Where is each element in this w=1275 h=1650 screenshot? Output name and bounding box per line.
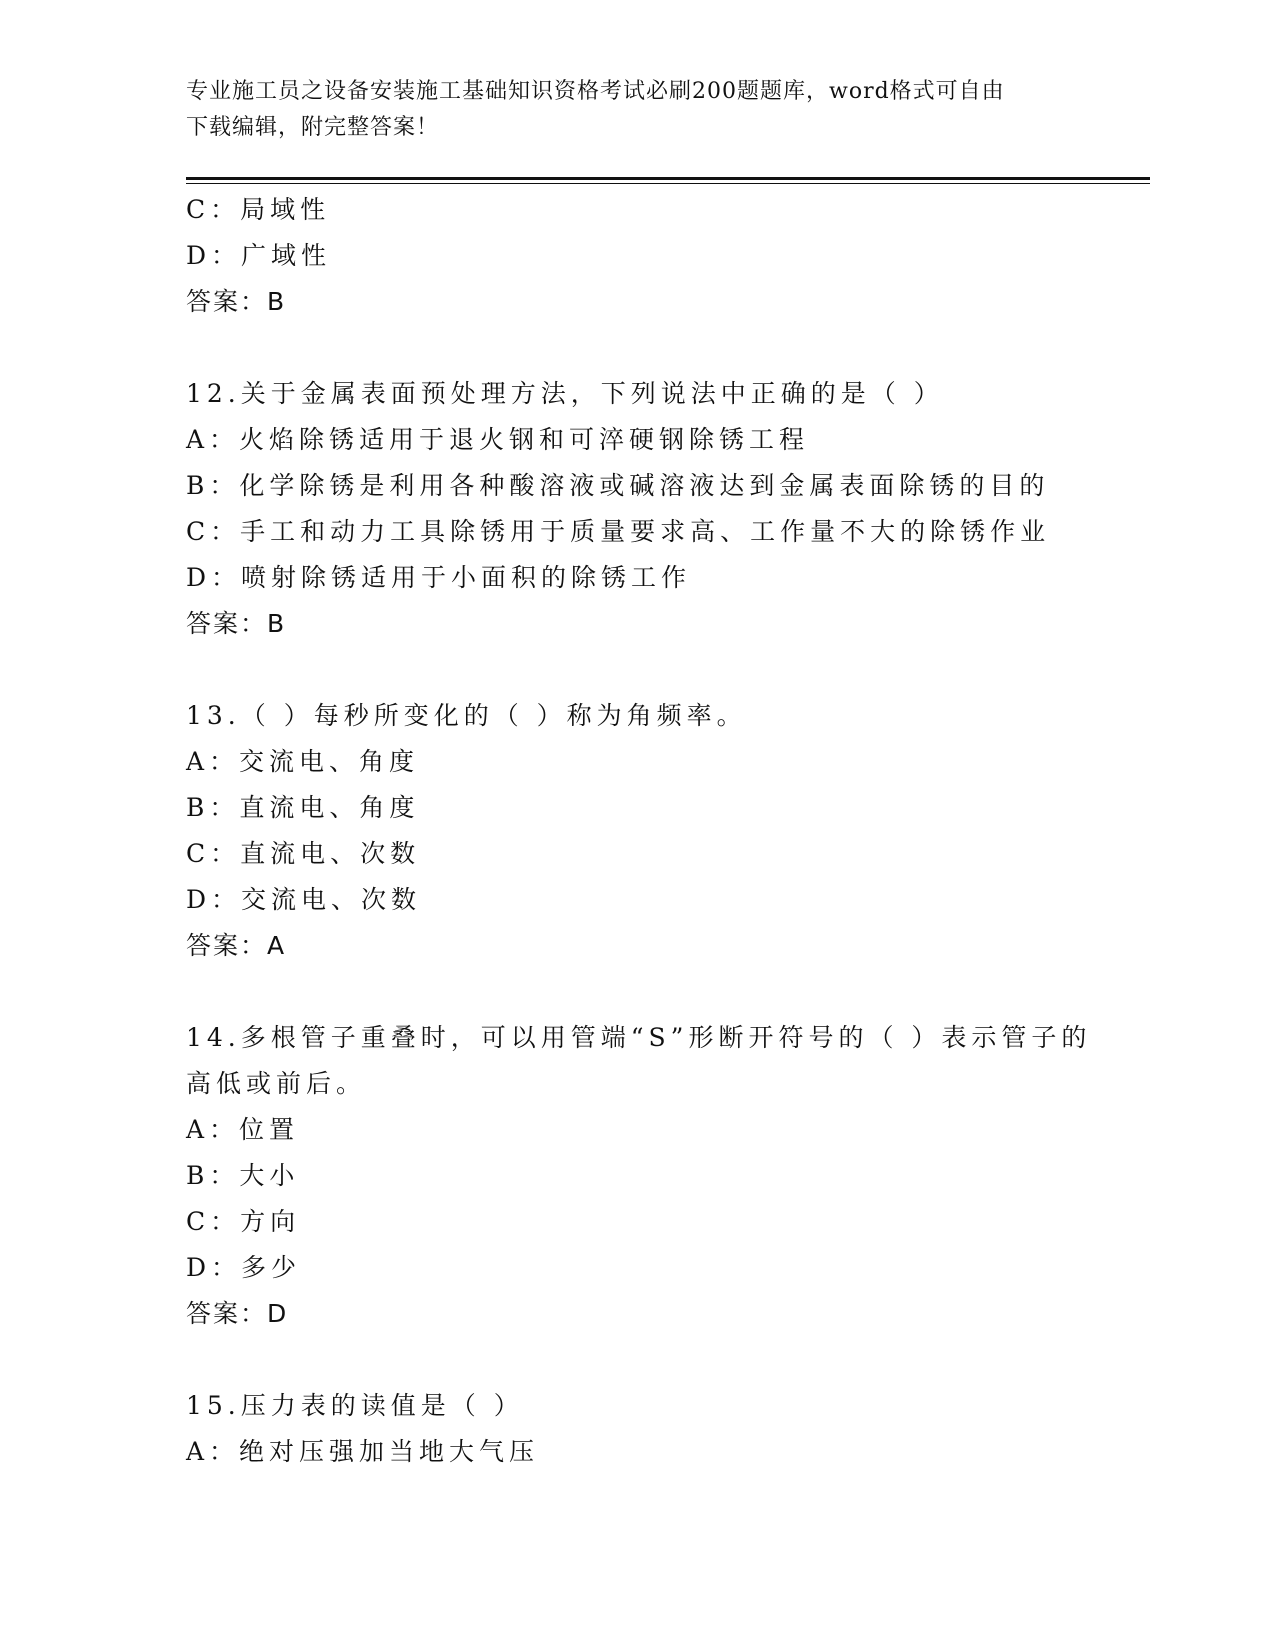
option-c: C：手工和动力工具除锈用于质量要求高、工作量不大的除锈作业 — [186, 517, 1051, 546]
option-d: D：多少 — [186, 1253, 302, 1282]
header-divider-thick — [186, 177, 1150, 180]
answer-line: 答案：B — [186, 287, 287, 316]
option-c: C：方向 — [186, 1207, 301, 1236]
header-title-line-1: 专业施工员之设备安装施工基础知识资格考试必刷200题题库，word格式可自由 — [186, 79, 1005, 104]
question-15 — [186, 1383, 1150, 1475]
answer-line: 答案：B — [186, 609, 287, 638]
option-a: A：位置 — [186, 1115, 300, 1144]
document-header — [186, 74, 1086, 146]
option-d: D：广域性 — [186, 241, 332, 270]
question-13 — [186, 693, 1150, 969]
option-b: B：直流电、角度 — [186, 793, 420, 822]
option-b: B：大小 — [186, 1161, 300, 1190]
spacer — [186, 647, 1150, 693]
option-b: B：化学除锈是利用各种酸溶液或碱溶液达到金属表面除锈的目的 — [186, 471, 1050, 500]
option-a: A：交流电、角度 — [186, 747, 420, 776]
question-12 — [186, 371, 1150, 647]
header-divider-thin — [186, 183, 1150, 184]
option-a: A：火焰除锈适用于退火钢和可淬硬钢除锈工程 — [186, 425, 810, 454]
spacer — [186, 1337, 1150, 1383]
question-stem-line-1: 14.多根管子重叠时，可以用管端“S”形断开符号的（ ）表示管子的 — [186, 1023, 1092, 1052]
question-11-continued — [186, 187, 1150, 325]
spacer — [186, 969, 1150, 1015]
question-14 — [186, 1015, 1150, 1337]
spacer — [186, 325, 1150, 371]
header-title-line-2: 下载编辑，附完整答案！ — [186, 115, 440, 140]
option-c: C：局域性 — [186, 195, 331, 224]
question-stem: 15.压力表的读值是（ ） — [186, 1391, 524, 1420]
option-a: A：绝对压强加当地大气压 — [186, 1437, 540, 1466]
answer-line: 答案：A — [186, 931, 287, 960]
answer-line: 答案：D — [186, 1299, 289, 1328]
question-list — [186, 187, 1150, 1475]
option-c: C：直流电、次数 — [186, 839, 421, 868]
option-d: D：喷射除锈适用于小面积的除锈工作 — [186, 563, 692, 592]
option-d: D：交流电、次数 — [186, 885, 422, 914]
question-stem: 12.关于金属表面预处理方法，下列说法中正确的是（ ） — [186, 379, 944, 408]
question-stem: 13.（ ）每秒所变化的（ ）称为角频率。 — [186, 701, 747, 730]
question-stem-line-2: 高低或前后。 — [186, 1069, 367, 1098]
